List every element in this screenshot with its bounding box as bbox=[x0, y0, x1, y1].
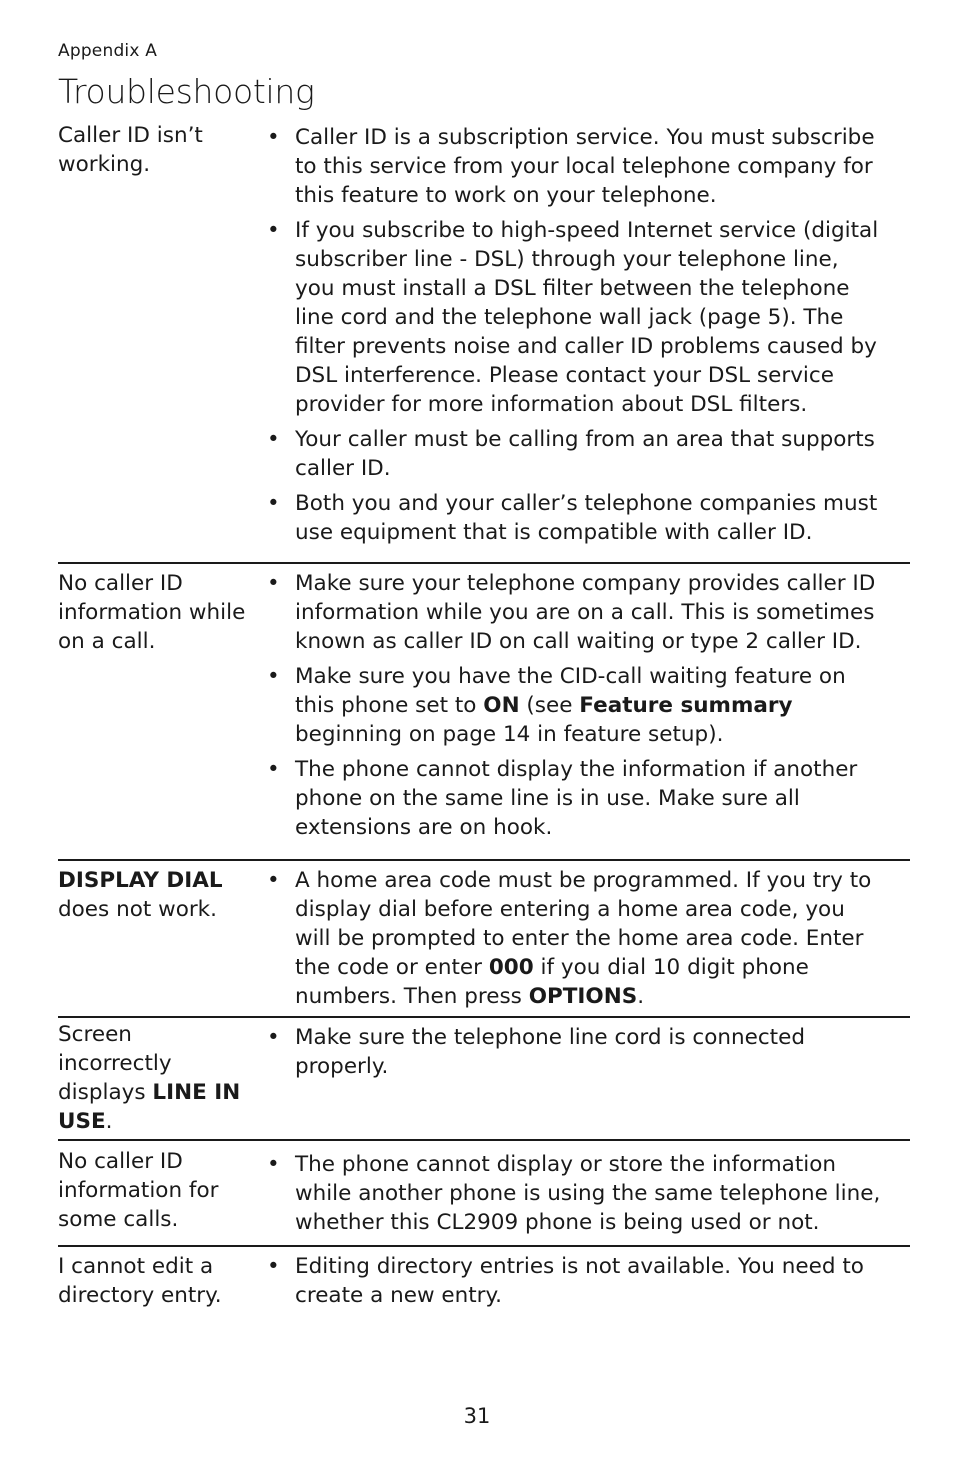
page-number: 31 bbox=[463, 1404, 491, 1428]
page-title: Troubleshooting bbox=[58, 72, 315, 111]
solution-list bbox=[266, 1020, 882, 1136]
list-item: • Caller ID is a subscription service. You must subscribe to this service from your local telephone company for this feature to work on your telephone. bbox=[266, 123, 882, 210]
list-item: • The phone cannot display the information if another phone on the same line is in use. Make sure all extensions are on hook. bbox=[266, 755, 882, 842]
setting-value-on: ON bbox=[483, 693, 520, 718]
problem-text: No caller ID information for some calls. bbox=[58, 1149, 219, 1232]
list-item: • Both you and your caller’s telephone companies must use equipment that is compatible with caller ID. bbox=[266, 489, 882, 547]
table-row bbox=[58, 859, 910, 1016]
line-in-use-display: LINE IN USE bbox=[58, 1080, 241, 1134]
problem-cell bbox=[58, 118, 258, 547]
problem-text: No caller ID information while on a call. bbox=[58, 571, 246, 654]
table-row bbox=[58, 1016, 910, 1139]
problem-cell bbox=[58, 1147, 258, 1237]
list-item: • Editing directory entries is not available. You need to create a new entry. bbox=[266, 1252, 882, 1310]
list-item: • Make sure your telephone company provides caller ID information while you are on a call. This is sometimes known as caller ID on call waiting or type 2 caller ID. bbox=[266, 569, 882, 656]
table-row bbox=[58, 562, 910, 859]
options-key: OPTIONS bbox=[528, 984, 638, 1009]
display-dial-key: DISPLAY DIAL bbox=[58, 868, 223, 893]
list-item: • Make sure the telephone line cord is connected properly. bbox=[266, 1023, 882, 1081]
troubleshooting-table bbox=[58, 118, 910, 1310]
feature-summary-reference: Feature summary bbox=[579, 693, 793, 718]
solution-list bbox=[266, 1147, 882, 1237]
solution-list bbox=[266, 569, 882, 842]
list-item: • The phone cannot display or store the information while another phone is using the same telephone line, whether this CL2909 phone is being used or not. bbox=[266, 1150, 882, 1237]
problem-cell: Screen incorrectly displays LINE IN USE. bbox=[58, 1022, 241, 1134]
solution-list bbox=[266, 866, 882, 1011]
solution-list bbox=[266, 1252, 882, 1310]
section-label: Appendix A bbox=[58, 41, 158, 61]
list-item: • A home area code must be programmed. If you try to display dial before entering a home area code, you will be prompted to enter the home area code. Enter the code or enter 000 if you dial 10 digit phone numbers. Then press OPTIONS. bbox=[266, 866, 882, 1011]
list-item: • If you subscribe to high-speed Internet service (digital subscriber line - DSL) through your telephone line, you must install a DSL filter between the telephone line cord and the telephone wall jack (page 5). The filter prevents noise and caller ID problems caused by DSL interference. Please contact your DSL service provider for more information about DSL filters. bbox=[266, 216, 882, 419]
problem-cell: DISPLAY DIAL does not work. bbox=[58, 868, 223, 922]
table-row bbox=[58, 1139, 910, 1245]
problem-text: Caller ID isn’t working. bbox=[58, 123, 203, 177]
list-item: • Make sure you have the CID-call waiting feature on this phone set to ON (see Feature summary beginning on page 14 in feature setup). bbox=[266, 662, 882, 749]
problem-cell bbox=[58, 569, 258, 842]
problem-cell bbox=[58, 1252, 258, 1310]
list-item: • Your caller must be calling from an area that supports caller ID. bbox=[266, 425, 882, 483]
table-row bbox=[58, 1245, 910, 1310]
code-000: 000 bbox=[488, 955, 534, 980]
solution-list bbox=[266, 118, 882, 547]
problem-text: I cannot edit a directory entry. bbox=[58, 1254, 222, 1308]
table-row bbox=[58, 118, 910, 562]
